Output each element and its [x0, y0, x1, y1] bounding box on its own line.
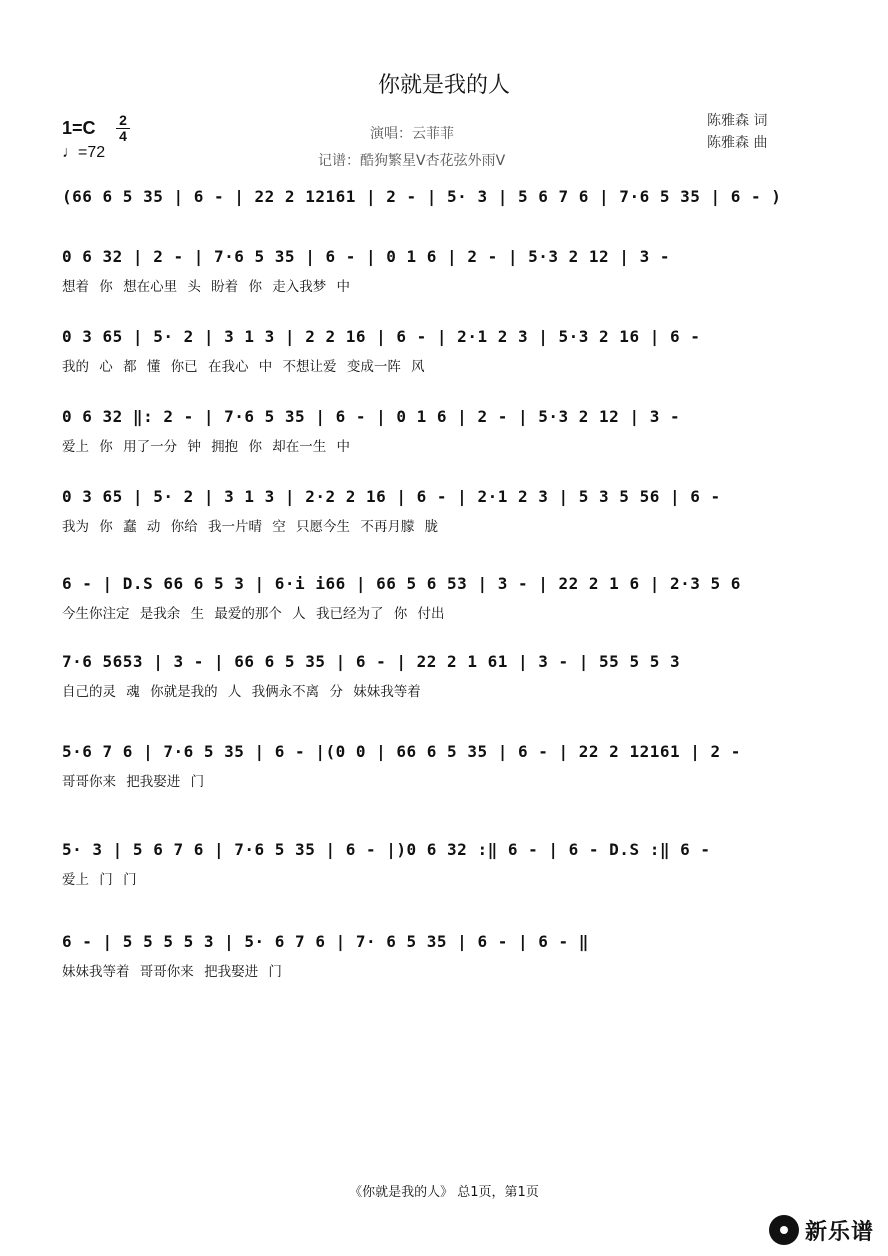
- score-line: [0, 570, 888, 630]
- lyric-line: 我的 心 都 懂 你已 在我心 中 不想让爱 变成一阵 风: [62, 359, 425, 375]
- page-footer: 《你就是我的人》 总1页，第1页: [349, 1185, 539, 1200]
- score-line: [0, 183, 888, 243]
- score-line: [0, 483, 888, 543]
- melody-line: 6 - | 5 5 5 5 3 | 5· 6 7 6 | 7· 6 5 35 | 6 - | 6 - ‖: [62, 932, 589, 951]
- melody-line: 6 - | D.S 66 6 5 3 | 6·i i66 | 66 5 6 53 | 3 - | 22 2 1 6 | 2·3 5 6: [62, 574, 741, 593]
- score-line: [0, 836, 888, 896]
- record-disc-icon: [769, 1215, 799, 1245]
- score-line: [0, 243, 888, 303]
- composer-credit: 陈雅森 曲: [707, 135, 768, 151]
- time-signature: [116, 114, 130, 143]
- melody-line: 5· 3 | 5 6 7 6 | 7·6 5 35 | 6 - |)0 6 32 :‖ 6 - | 6 - D.S :‖ 6 -: [62, 840, 711, 859]
- lyric-line: 爱上 你 用了一分 钟 拥抱 你 却在一生 中: [62, 439, 351, 455]
- melody-line: 0 3 65 | 5· 2 | 3 1 3 | 2 2 16 | 6 - | 2·1 2 3 | 5·3 2 16 | 6 -: [62, 327, 701, 346]
- melody-line: 0 3 65 | 5· 2 | 3 1 3 | 2·2 2 16 | 6 - | 2·1 2 3 | 5 3 5 56 | 6 -: [62, 487, 721, 506]
- melody-line: 5·6 7 6 | 7·6 5 35 | 6 - |(0 0 | 66 6 5 35 | 6 - | 22 2 12161 | 2 -: [62, 742, 741, 761]
- lyric-line: 哥哥你来 把我娶进 门: [62, 774, 205, 790]
- lyric-line: 妹妹我等着 哥哥你来 把我娶进 门: [62, 964, 282, 980]
- score-line: [0, 738, 888, 798]
- score-line: [0, 648, 888, 708]
- melody-line: (66 6 5 35 | 6 - | 22 2 12161 | 2 - | 5· 3 | 5 6 7 6 | 7·6 5 35 | 6 - ): [62, 187, 782, 206]
- time-signature-bottom: 4: [119, 128, 127, 144]
- melody-line: 0 6 32 | 2 - | 7·6 5 35 | 6 - | 0 1 6 | 2 - | 5·3 2 12 | 3 -: [62, 247, 670, 266]
- tempo-marking: ♩=72: [62, 144, 106, 161]
- lyric-line: 自己的灵 魂 你就是我的 人 我俩永不离 分 妹妹我等着: [62, 684, 421, 700]
- score-line: [0, 323, 888, 383]
- lyric-line: 爱上 门 门: [62, 872, 137, 888]
- site-logo: [769, 1212, 874, 1248]
- score-line: [0, 928, 888, 988]
- score-line: [0, 403, 888, 463]
- melody-line: 0 6 32 ‖: 2 - | 7·6 5 35 | 6 - | 0 1 6 | 2 - | 5·3 2 12 | 3 -: [62, 407, 681, 426]
- lyric-line: 我为 你 蠢 动 你给 我一片晴 空 只愿今生 不再月朦 胧: [62, 519, 439, 535]
- notation-credit: 记谱：酷狗繁星V杏花弦外雨V: [318, 153, 506, 169]
- lyric-line: 想着 你 想在心里 头 盼着 你 走入我梦 中: [62, 279, 351, 295]
- key-signature: 1=C: [62, 118, 96, 138]
- song-title: 你就是我的人: [377, 73, 510, 98]
- lyric-line: 今生你注定 是我余 生 最爱的那个 人 我已经为了 你 付出: [62, 606, 445, 622]
- logo-text: 新乐谱: [804, 1219, 874, 1245]
- singer-credit: 演唱：云菲菲: [370, 126, 454, 142]
- melody-line: 7·6 5653 | 3 - | 66 6 5 35 | 6 - | 22 2 1 61 | 3 - | 55 5 5 3: [62, 652, 681, 671]
- lyricist-credit: 陈雅森 词: [707, 113, 768, 129]
- time-signature-top: 2: [119, 112, 127, 128]
